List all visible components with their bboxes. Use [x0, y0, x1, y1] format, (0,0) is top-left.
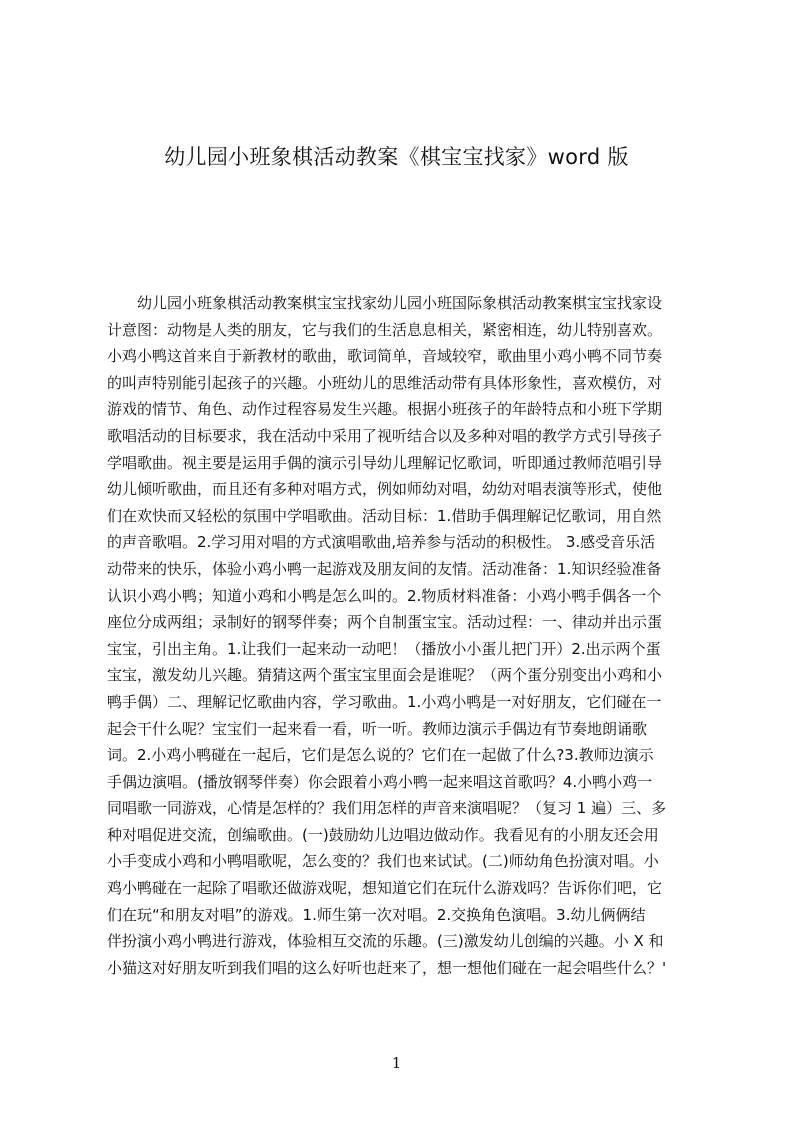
body-line: 鸡小鸭碰在一起除了唱歌还做游戏呢，想知道它们在玩什么游戏吗？告诉你们吧，它 [107, 879, 663, 898]
body-line: 小鸡小鸭这首来自于新教材的歌曲，歌词简单，音域较窄，歌曲里小鸡小鸭不同节奏 [107, 347, 663, 366]
body-line: 认识小鸡小鸭；知道小鸡和小鸭是怎么叫的。2.物质材料准备：小鸡小鸭手偶各一个 [107, 586, 662, 605]
body-line: 宝宝，引出主角。1.让我们一起来动一动吧！（播放小小蛋儿把门开）2.出示两个蛋 [107, 639, 661, 658]
body-line: 手偶边演唱。(播放钢琴伴奏）你会跟着小鸡小鸭一起来唱这首歌吗？4.小鸭小鸡一 [107, 772, 653, 791]
body-line: 座位分成两组；录制好的钢琴伴奏；两个自制蛋宝宝。活动过程：一、律动并出示蛋 [107, 613, 663, 632]
body-line: 的叫声特别能引起孩子的兴趣。小班幼儿的思维活动带有具体形象性，喜欢模仿，对 [107, 373, 663, 392]
body-line: 起会干什么呢？宝宝们一起来看一看，听一听。教师边演示手偶边有节奏地朗诵歌 [107, 719, 648, 738]
body-line: 游戏的情节、角色、动作过程容易发生兴趣。根据小班孩子的年龄特点和小班下学期 [107, 400, 663, 419]
body-line: 动带来的快乐，体验小鸡小鸭一起游戏及朋友间的友情。活动准备：1.知识经验准备 [107, 559, 662, 578]
page-number: 1 [391, 1054, 402, 1072]
body-line: 的声音歌唱。2.学习用对唱的方式演唱歌曲,培养参与活动的积极性。 3.感受音乐活 [107, 533, 656, 552]
body-line: 词。2.小鸡小鸭碰在一起后，它们是怎么说的？它们在一起做了什么?3.教师边演示 [107, 746, 654, 765]
body-line: 计意图：动物是人类的朋友，它与我们的生活息息相关，紧密相连，幼儿特别喜欢。 [107, 320, 663, 339]
body-line: 们在欢快而又轻松的氛围中学唱歌曲。活动目标：1.借助手偶理解记忆歌词，用自然 [107, 506, 662, 525]
body-line: 学唱歌曲。视主要是运用手偶的演示引导幼儿理解记忆歌词，听即通过教师范唱引导 [107, 453, 663, 472]
body-line: 歌唱活动的目标要求，我在活动中采用了视听结合以及多种对唱的教学方式引导孩子 [107, 426, 663, 445]
document-title: 幼儿园小班象棋活动教案《棋宝宝找家》word 版 [164, 145, 629, 169]
body-line: 们在玩“和朋友对唱”的游戏。1.师生第一次对唱。2.交换角色演唱。3.幼儿俩俩结 [107, 905, 646, 924]
document-body [107, 290, 699, 981]
body-line: 种对唱促进交流，创编歌曲。(一)鼓励幼儿边唱边做动作。我看见有的小朋友还会用 [107, 825, 659, 844]
body-line: 伴扮演小鸡小鸭进行游戏，体验相互交流的乐趣。(三)激发幼儿创编的兴趣。小 X 和 [107, 932, 664, 951]
body-line: 小猫这对好朋友听到我们唱的这么好听也赶来了，想一想他们碰在一起会唱些什么？' [107, 958, 667, 977]
body-line: 鸭手偶）二、理解记忆歌曲内容，学习歌曲。1.小鸡小鸭是一对好朋友，它们碰在一 [107, 692, 662, 711]
body-line: 同唱歌一同游戏，心情是怎样的？我们用怎样的声音来演唱呢？（复习 1 遍）三、多 [107, 799, 667, 818]
body-line: 幼儿倾听歌曲，而且还有多种对唱方式，例如师幼对唱，幼幼对唱表演等形式，使他 [107, 480, 663, 499]
body-line: 小手变成小鸡和小鸭唱歌呢，怎么变的？我们也来试试。(二)师幼角色扮演对唱。小 [107, 852, 659, 871]
body-line: 宝宝，激发幼儿兴趣。猜猜这两个蛋宝宝里面会是谁呢？（两个蛋分别变出小鸡和小 [107, 666, 663, 685]
body-line: 幼儿园小班象棋活动教案棋宝宝找家幼儿园小班国际象棋活动教案棋宝宝找家设 [137, 294, 663, 312]
